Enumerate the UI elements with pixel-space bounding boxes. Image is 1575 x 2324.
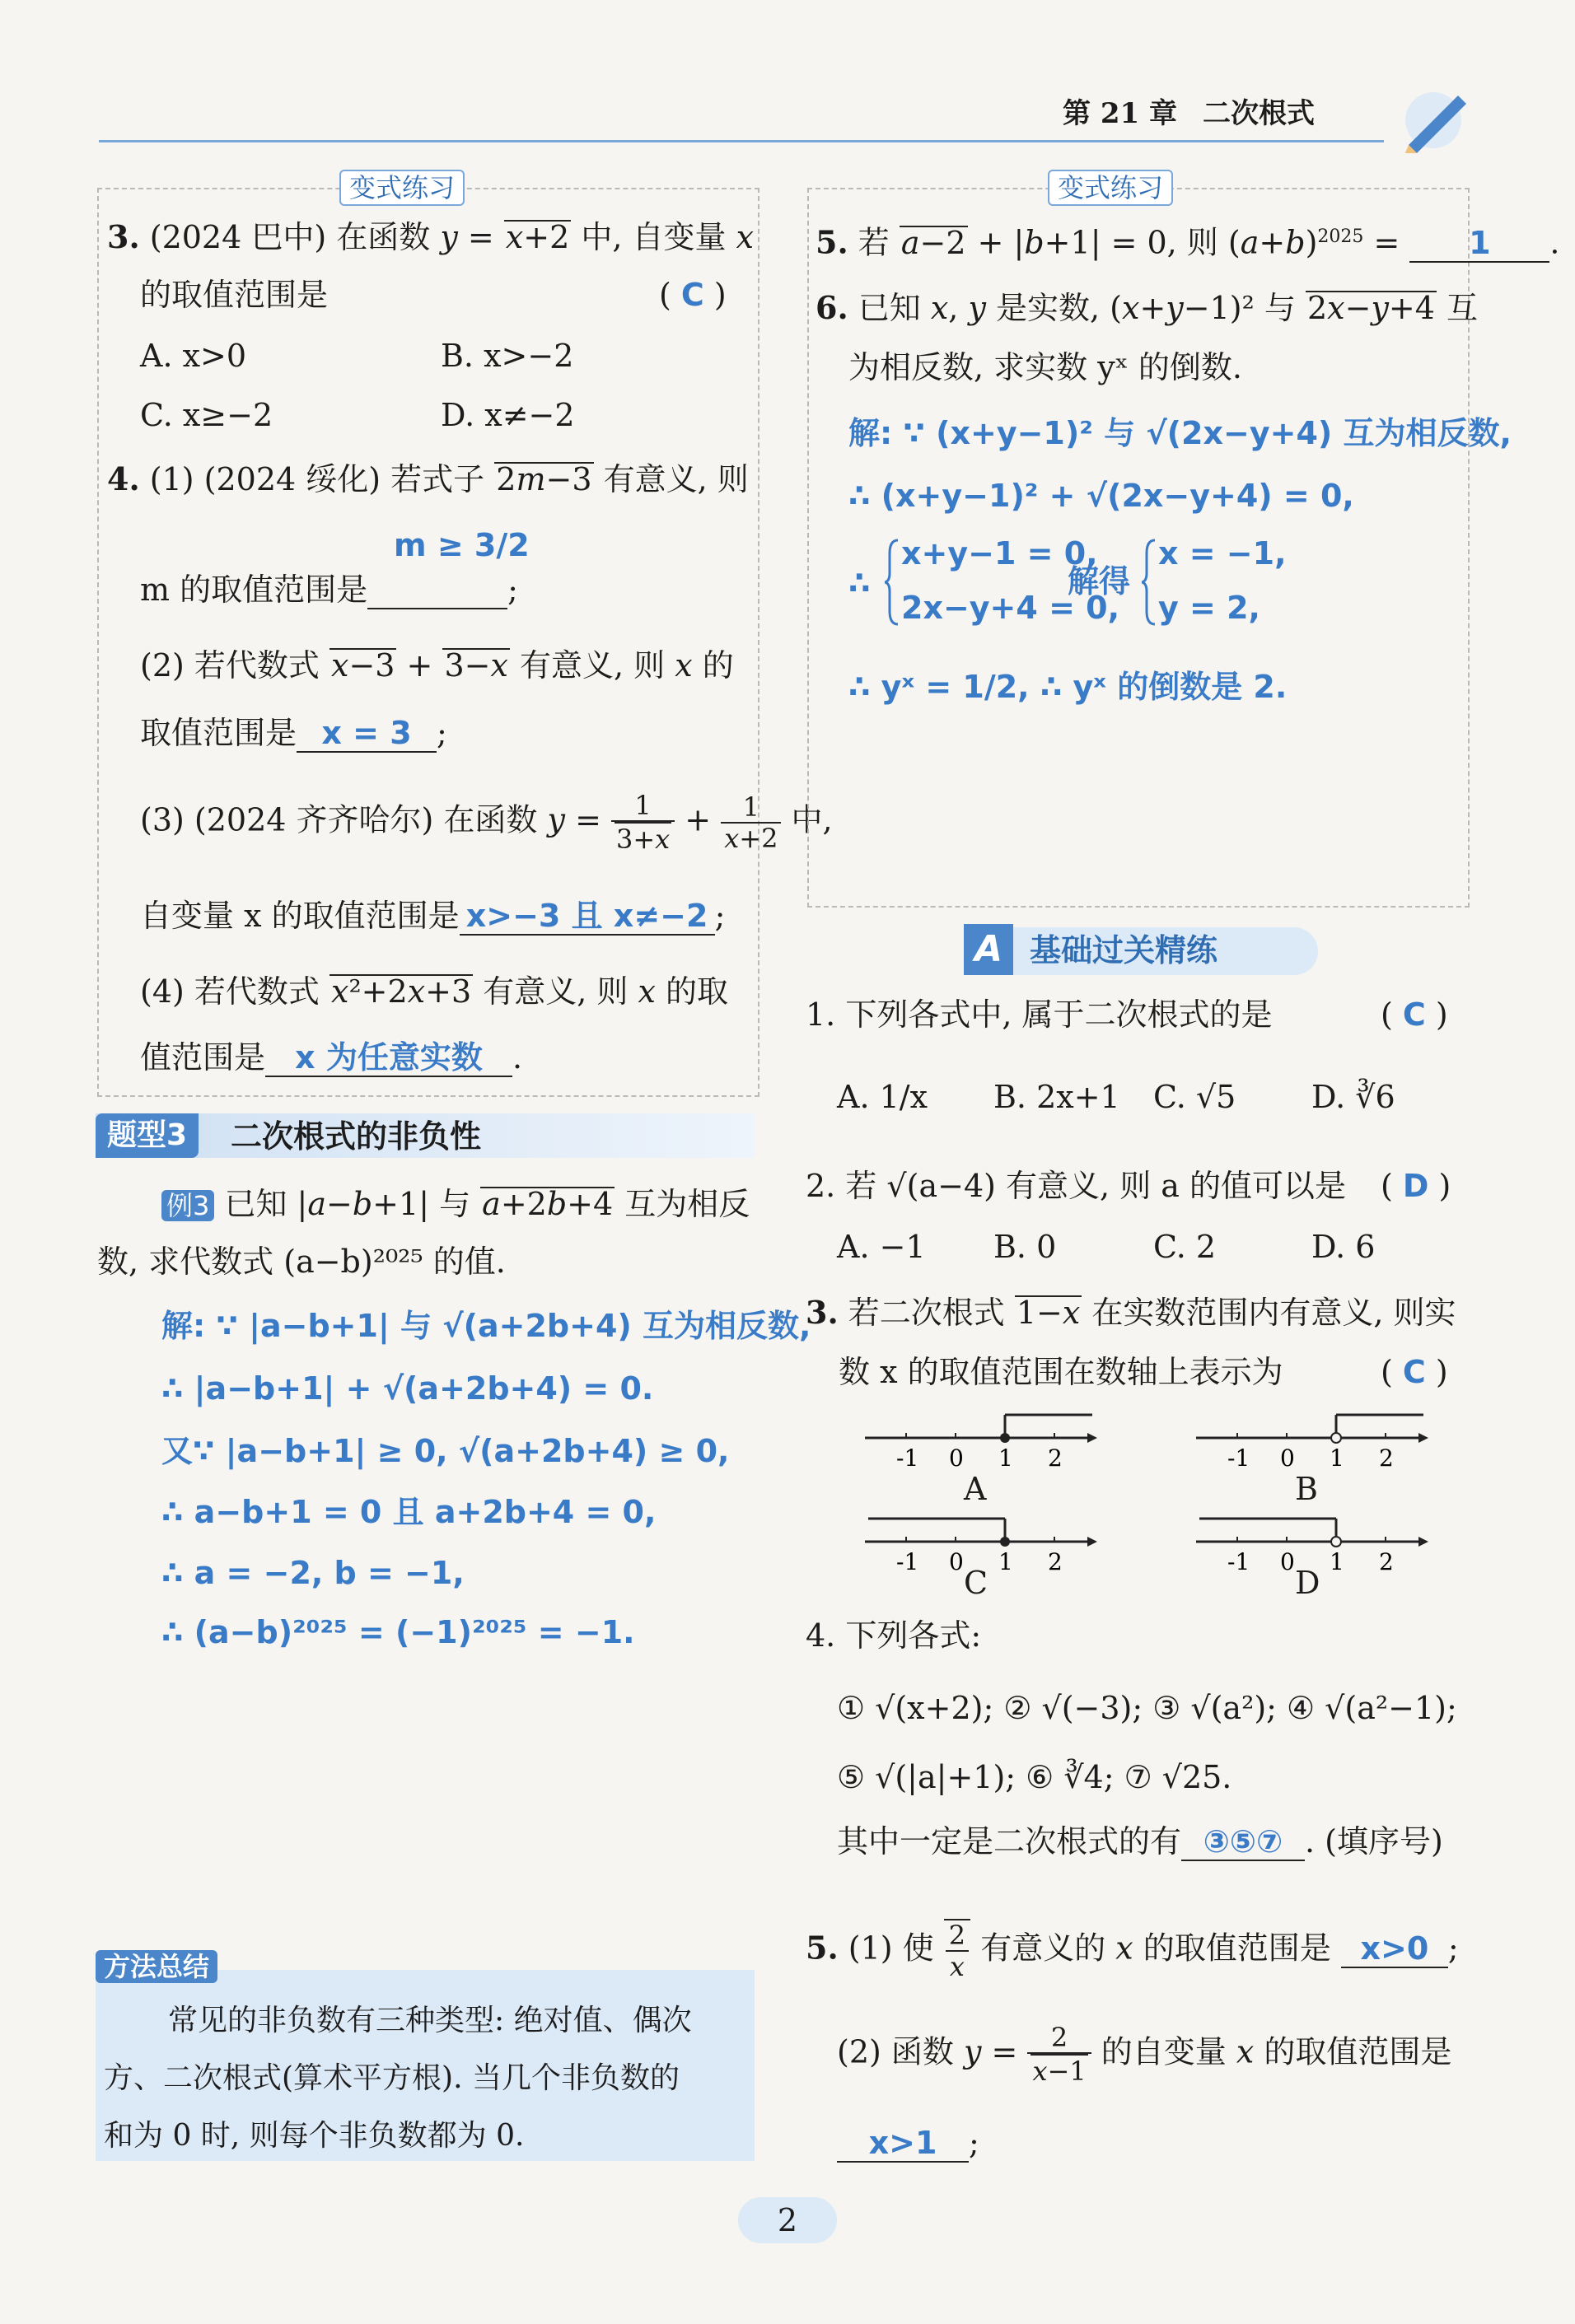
header-rule <box>99 140 1384 142</box>
r-q6-solution-3: x+y−1 = 0, <box>901 535 1098 572</box>
b1-answer: C <box>1402 996 1426 1033</box>
page-header <box>99 89 1483 145</box>
b4-tail: 其中一定是二次根式的有 ③⑤⑦ . (填序号) <box>837 1823 1443 1860</box>
type3-label: 题型3 <box>96 1113 199 1158</box>
numberline-a-tick-2: 0 <box>949 1444 964 1472</box>
q3-stem-b: 的取值范围是 <box>140 277 329 313</box>
numberline-a-tick-4: 2 <box>1048 1444 1063 1472</box>
r-q6-solution-4: 2x−y+4 = 0, <box>901 590 1120 626</box>
b1-answer-bracket: ( C ) <box>1381 996 1448 1033</box>
b2-answer-bracket: ( D ) <box>1381 1168 1451 1204</box>
basic-a-icon: A <box>964 924 1013 975</box>
q3-answer-bracket: ( C ) <box>659 277 727 313</box>
r-q6-therefore: ∴ <box>848 565 871 601</box>
b1-option-c: C. √5 <box>1153 1079 1236 1115</box>
q3-option-d: D. x≠−2 <box>441 397 575 433</box>
q4-part3-answer: x>−3 且 x≠−2 <box>465 898 708 934</box>
b2-stem: 2. 若 √(a−4) 有意义, 则 a 的值可以是 <box>806 1168 1347 1204</box>
ex3-solution-1: 解: ∵ |a−b+1| 与 √(a+2b+4) 互为相反数, <box>161 1308 811 1344</box>
ex3-solution-5: ∴ a = −2, b = −1, <box>161 1555 465 1591</box>
numberline-c-tick-1: -1 <box>896 1548 919 1575</box>
numberline-d-tick-3: 1 <box>1330 1548 1344 1575</box>
b2-option-b: B. 0 <box>993 1229 1057 1265</box>
b2-answer: D <box>1402 1168 1429 1204</box>
q4-part1-answer: m ≥ 3/2 <box>394 527 530 563</box>
q4-part3-stem: (3) (2024 齐齐哈尔) 在函数 y = $\frac{1}{3+x}$ + $\frac{1}{x+2}$ 中, <box>140 790 833 855</box>
r-q6-solution-5: x = −1, <box>1158 535 1287 572</box>
b2-option-c: C. 2 <box>1153 1229 1217 1265</box>
b4-stem: 4. 下列各式: <box>806 1617 982 1654</box>
r-q6-solved: 解得 <box>1068 563 1131 600</box>
q4-part4-line: 值范围是 x 为任意实数 . <box>140 1039 523 1076</box>
ex3-solution-2: ∴ |a−b+1| + √(a+2b+4) = 0. <box>161 1370 654 1407</box>
method-line-2: 方、二次根式(算术平方根). 当几个非负数的 <box>104 2061 680 2095</box>
page-number: 2 <box>777 2202 798 2238</box>
ex3-stem-a: 例3 已知 |a−b+1| 与 a+2b+4 互为相反 <box>161 1186 750 1222</box>
numberline-a-tick-1: -1 <box>896 1444 919 1472</box>
r-q6-solution-2: ∴ (x+y−1)² + √(2x−y+4) = 0, <box>848 478 1354 514</box>
numberline-b-tick-2: 0 <box>1280 1444 1295 1472</box>
numberline-b-tick-3: 1 <box>1330 1444 1344 1472</box>
ex3-tag: 例3 <box>161 1190 214 1221</box>
numberline-b-tick-4: 2 <box>1379 1444 1394 1472</box>
b1-stem: 1. 下列各式中, 属于二次根式的是 <box>806 996 1273 1033</box>
b4-row-1: ① √(x+2); ② √(−3); ③ √(a²); ④ √(a²−1); <box>837 1690 1457 1726</box>
numberline-d-tick-4: 2 <box>1379 1548 1394 1575</box>
method-tag: 方法总结 <box>96 1950 217 1983</box>
q4-part2-answer: x = 3 <box>321 715 412 751</box>
numberline-c-tick-4: 2 <box>1048 1548 1063 1575</box>
method-line-3: 和为 0 时, 则每个非负数都为 0. <box>104 2119 525 2153</box>
page-number-badge <box>738 2197 837 2243</box>
pencil-icon <box>1384 79 1483 153</box>
q4-part2-stem: (2) 若代数式 x−3 + 3−x 有意义, 则 x 的 <box>140 647 734 684</box>
b1-option-b: B. 2x+1 <box>993 1079 1120 1115</box>
r-q6-brace-left <box>885 537 901 628</box>
q4-part1-stem: 4. (1) (2024 绥化) 若式子 2m−3 有意义, 则 <box>107 460 749 497</box>
ex3-solution-3: 又∵ |a−b+1| ≥ 0, √(a+2b+4) ≥ 0, <box>161 1433 730 1469</box>
b5-part1-answer: x>0 <box>1360 1930 1429 1967</box>
numberline-a <box>857 1403 1104 1477</box>
q3-option-a: A. x>0 <box>140 338 247 374</box>
numberline-d-tick-1: -1 <box>1227 1548 1250 1575</box>
b4-answer: ③⑤⑦ <box>1203 1823 1283 1860</box>
b5-part2-line: x>1 ; <box>837 2125 979 2163</box>
numberline-b <box>1188 1403 1435 1477</box>
b1-option-d: D. ∛6 <box>1311 1079 1395 1115</box>
r-q6-brace-right <box>1142 537 1158 628</box>
r-q6-stem-b: 为相反数, 求实数 yˣ 的倒数. <box>848 349 1242 385</box>
basic-title: 基础过关精练 <box>1030 932 1218 968</box>
q3-option-c: C. x≥−2 <box>140 397 273 433</box>
method-line-1: 常见的非负数有三种类型: 绝对值、偶次 <box>168 2004 692 2037</box>
b3-stem-b: 数 x 的取值范围在数轴上表示为 <box>839 1354 1283 1390</box>
r-q6-solution-1: 解: ∵ (x+y−1)² 与 √(2x−y+4) 互为相反数, <box>848 415 1512 451</box>
numberline-c-tick-3: 1 <box>998 1548 1013 1575</box>
b4-row-2: ⑤ √(|a|+1); ⑥ ∛4; ⑦ √25. <box>837 1759 1232 1795</box>
q3-stem-a: 3. (2024 巴中) 在函数 y = x+2 中, 自变量 x <box>107 218 755 255</box>
numberline-c-label: C <box>964 1565 988 1601</box>
right-variant-tag: 变式练习 <box>1048 170 1173 206</box>
b1-option-a: A. 1/x <box>837 1079 928 1115</box>
type3-title: 二次根式的非负性 <box>231 1118 482 1155</box>
q3-answer: C <box>680 277 704 313</box>
numberline-d-tick-2: 0 <box>1280 1548 1295 1575</box>
r-q5-answer: 1 <box>1469 224 1491 261</box>
b2-option-d: D. 6 <box>1311 1229 1376 1265</box>
numberline-a-tick-3: 1 <box>998 1444 1013 1472</box>
ex3-solution-6: ∴ (a−b)²⁰²⁵ = (−1)²⁰²⁵ = −1. <box>161 1614 635 1650</box>
b3-answer-bracket: ( C ) <box>1381 1354 1448 1390</box>
numberline-c-tick-2: 0 <box>949 1548 964 1575</box>
b5-part2: (2) 函数 y = $\frac{2}{x-1}$ 的自变量 x 的取值范围是 <box>837 2022 1452 2087</box>
ex3-solution-4: ∴ a−b+1 = 0 且 a+2b+4 = 0, <box>161 1494 657 1530</box>
ex3-stem-b: 数, 求代数式 (a−b)²⁰²⁵ 的值. <box>97 1244 506 1280</box>
q4-part4-answer: x 为任意实数 <box>295 1039 483 1076</box>
b3-answer: C <box>1402 1354 1426 1390</box>
numberline-d-label: D <box>1295 1565 1320 1601</box>
numberline-a-label: A <box>964 1471 987 1507</box>
chapter-title: 二次根式 <box>1203 97 1315 130</box>
r-q6-solution-7: ∴ yˣ = 1/2, ∴ yˣ 的倒数是 2. <box>848 669 1288 705</box>
r-q6-solution-6: y = 2, <box>1158 590 1260 626</box>
q3-option-b: B. x>−2 <box>441 338 574 374</box>
q4-part4-stem: (4) 若代数式 x²+2x+3 有意义, 则 x 的取 <box>140 973 729 1010</box>
b3-stem-a: 3. 若二次根式 1−x 在实数范围内有意义, 则实 <box>806 1294 1456 1331</box>
q4-part3-line: 自变量 x 的取值范围是 x>−3 且 x≠−2 ; <box>140 898 726 934</box>
b5-part1: 5. (1) 使 $\frac{2}{x}$ 有意义的 x 的取值范围是 x>0 ; <box>806 1920 1459 1982</box>
left-variant-box <box>97 188 759 1097</box>
q4-part2-line: 取值范围是 x = 3 ; <box>140 715 447 751</box>
r-q6-stem-a: 6. 已知 x, y 是实数, (x+y−1)² 与 2x−y+4 互 <box>816 289 1479 326</box>
b5-part2-answer: x>1 <box>868 2125 937 2161</box>
left-variant-tag: 变式练习 <box>339 170 465 206</box>
q4-part1-line: m 的取值范围是 ; <box>140 572 518 608</box>
numberline-b-label: B <box>1295 1471 1318 1507</box>
chapter-number: 第 21 章 <box>1063 97 1177 130</box>
numberline-b-tick-1: -1 <box>1227 1444 1250 1472</box>
r-q5-stem: 5. 若 a−2 + |b+1| = 0, 则 $(a+b)^{2025} = 1$ . <box>816 223 1560 261</box>
b2-option-a: A. −1 <box>837 1229 926 1265</box>
